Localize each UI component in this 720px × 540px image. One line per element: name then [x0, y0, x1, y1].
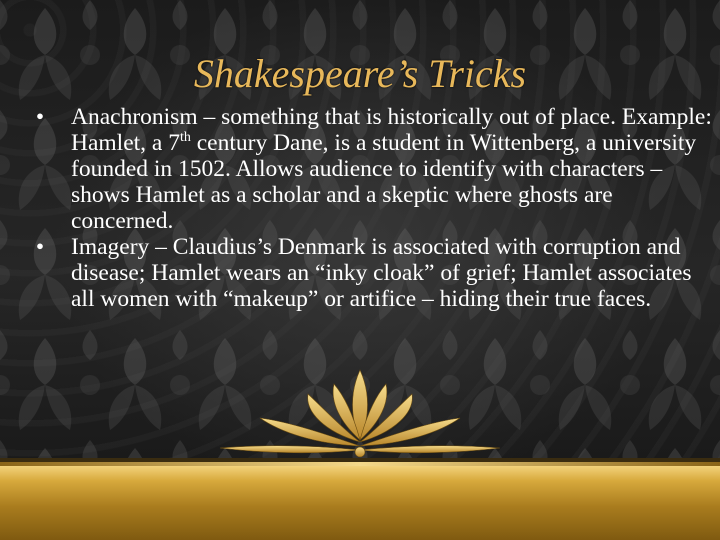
- bullet-text-continued: century Dane, is a student in Wittenberg, a university founded in 1502. Allows audience to identify with characters – shows Hamlet as a scholar and a skeptic where ghosts are concerned.: [71, 130, 697, 234]
- gold-footer-band: [0, 466, 720, 540]
- bullet-item-imagery: [25, 234, 715, 312]
- bullet-marker: •: [35, 104, 45, 130]
- bullet-text: Imagery – Claudius’s Denmark is associated with corruption and disease; Hamlet wears an “inky cloak” of grief; Hamlet associates all women with “makeup” or artifice – hiding their true faces.: [71, 234, 692, 312]
- gold-flourish-ornament: [200, 362, 520, 462]
- superscript-th: th: [179, 130, 191, 146]
- bullet-marker: •: [35, 234, 45, 260]
- bullet-text: Anachronism – something that is historically out of place. Example: Hamlet, a 7: [71, 104, 712, 156]
- bullet-item-anachronism: [25, 104, 715, 234]
- bullet-list: [25, 104, 715, 312]
- slide-title: Shakespeare’s Tricks: [193, 51, 527, 96]
